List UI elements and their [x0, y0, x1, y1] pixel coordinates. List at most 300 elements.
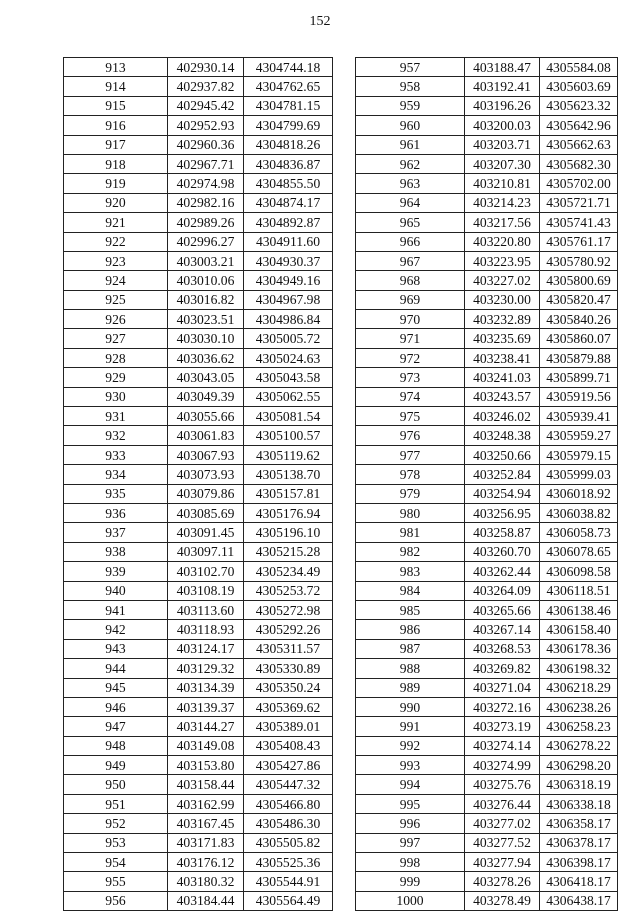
- y-coordinate-cell: 4306418.17: [540, 872, 618, 891]
- x-coordinate-cell: 403214.23: [465, 193, 540, 212]
- point-number-cell: 947: [64, 717, 168, 736]
- point-number-cell: 949: [64, 756, 168, 775]
- y-coordinate-cell: 4305447.32: [244, 775, 333, 794]
- x-coordinate-cell: 402937.82: [168, 77, 244, 96]
- y-coordinate-cell: 4304949.16: [244, 271, 333, 290]
- x-coordinate-cell: 403241.03: [465, 368, 540, 387]
- point-number-cell: 941: [64, 600, 168, 619]
- table-row: [64, 503, 333, 522]
- x-coordinate-cell: 403180.32: [168, 872, 244, 891]
- x-coordinate-cell: 402982.16: [168, 193, 244, 212]
- table-row: [356, 232, 618, 251]
- y-coordinate-cell: 4306298.20: [540, 756, 618, 775]
- point-number-cell: 930: [64, 387, 168, 406]
- point-number-cell: 935: [64, 484, 168, 503]
- y-coordinate-cell: 4305544.91: [244, 872, 333, 891]
- x-coordinate-cell: 403149.08: [168, 736, 244, 755]
- y-coordinate-cell: 4306358.17: [540, 814, 618, 833]
- y-coordinate-cell: 4305682.30: [540, 154, 618, 173]
- table-row: [356, 465, 618, 484]
- y-coordinate-cell: 4305408.43: [244, 736, 333, 755]
- table-row: [64, 174, 333, 193]
- point-number-cell: 991: [356, 717, 465, 736]
- table-row: [356, 154, 618, 173]
- y-coordinate-cell: 4305979.15: [540, 445, 618, 464]
- x-coordinate-cell: 403097.11: [168, 542, 244, 561]
- y-coordinate-cell: 4305119.62: [244, 445, 333, 464]
- table-row: [356, 853, 618, 872]
- point-number-cell: 931: [64, 407, 168, 426]
- table-row: [64, 135, 333, 154]
- point-number-cell: 976: [356, 426, 465, 445]
- y-coordinate-cell: 4305100.57: [244, 426, 333, 445]
- y-coordinate-cell: 4305840.26: [540, 310, 618, 329]
- point-number-cell: 946: [64, 697, 168, 716]
- x-coordinate-cell: 403113.60: [168, 600, 244, 619]
- table-row: [64, 678, 333, 697]
- table-row: [64, 833, 333, 852]
- point-number-cell: 914: [64, 77, 168, 96]
- table-row: [356, 116, 618, 135]
- y-coordinate-cell: 4306338.18: [540, 794, 618, 813]
- x-coordinate-cell: 403248.38: [465, 426, 540, 445]
- y-coordinate-cell: 4305389.01: [244, 717, 333, 736]
- point-number-cell: 959: [356, 96, 465, 115]
- point-number-cell: 918: [64, 154, 168, 173]
- x-coordinate-cell: 403232.89: [465, 310, 540, 329]
- point-number-cell: 996: [356, 814, 465, 833]
- table-row: [64, 445, 333, 464]
- table-row: [64, 814, 333, 833]
- y-coordinate-cell: 4305800.69: [540, 271, 618, 290]
- table-row: [356, 135, 618, 154]
- y-coordinate-cell: 4306098.58: [540, 562, 618, 581]
- table-row: [64, 154, 333, 173]
- point-number-cell: 981: [356, 523, 465, 542]
- x-coordinate-cell: 403108.19: [168, 581, 244, 600]
- x-coordinate-cell: 402974.98: [168, 174, 244, 193]
- y-coordinate-cell: 4305939.41: [540, 407, 618, 426]
- table-row: [356, 503, 618, 522]
- point-number-cell: 998: [356, 853, 465, 872]
- y-coordinate-cell: 4306058.73: [540, 523, 618, 542]
- point-number-cell: 980: [356, 503, 465, 522]
- point-number-cell: 978: [356, 465, 465, 484]
- point-number-cell: 952: [64, 814, 168, 833]
- table-row: [356, 833, 618, 852]
- x-coordinate-cell: 403274.99: [465, 756, 540, 775]
- point-number-cell: 983: [356, 562, 465, 581]
- point-number-cell: 944: [64, 659, 168, 678]
- point-number-cell: 992: [356, 736, 465, 755]
- table-row: [356, 290, 618, 309]
- table-row: [64, 232, 333, 251]
- x-coordinate-cell: 403262.44: [465, 562, 540, 581]
- table-row: [356, 697, 618, 716]
- x-coordinate-cell: 403153.80: [168, 756, 244, 775]
- table-row: [356, 271, 618, 290]
- point-number-cell: 990: [356, 697, 465, 716]
- table-row: [356, 251, 618, 270]
- table-row: [64, 581, 333, 600]
- y-coordinate-cell: 4305603.69: [540, 77, 618, 96]
- x-coordinate-cell: 403277.94: [465, 853, 540, 872]
- point-number-cell: 934: [64, 465, 168, 484]
- x-coordinate-cell: 403269.82: [465, 659, 540, 678]
- y-coordinate-cell: 4306218.29: [540, 678, 618, 697]
- table-row: [356, 620, 618, 639]
- table-row: [356, 387, 618, 406]
- point-number-cell: 958: [356, 77, 465, 96]
- x-coordinate-cell: 403085.69: [168, 503, 244, 522]
- point-number-cell: 982: [356, 542, 465, 561]
- table-row: [64, 853, 333, 872]
- table-row: [64, 600, 333, 619]
- table-row: [356, 581, 618, 600]
- table-row: [64, 271, 333, 290]
- y-coordinate-cell: 4305721.71: [540, 193, 618, 212]
- point-number-cell: 951: [64, 794, 168, 813]
- x-coordinate-cell: 403043.05: [168, 368, 244, 387]
- x-coordinate-cell: 403139.37: [168, 697, 244, 716]
- y-coordinate-cell: 4305043.58: [244, 368, 333, 387]
- table-row: [356, 678, 618, 697]
- y-coordinate-cell: 4305138.70: [244, 465, 333, 484]
- table-row: [64, 484, 333, 503]
- y-coordinate-cell: 4305879.88: [540, 348, 618, 367]
- x-coordinate-cell: 403235.69: [465, 329, 540, 348]
- table-row: [356, 368, 618, 387]
- x-coordinate-cell: 403023.51: [168, 310, 244, 329]
- y-coordinate-cell: 4306318.19: [540, 775, 618, 794]
- table-row: [356, 348, 618, 367]
- page-number: 152: [309, 14, 331, 29]
- point-number-cell: 925: [64, 290, 168, 309]
- y-coordinate-cell: 4305486.30: [244, 814, 333, 833]
- x-coordinate-cell: 403254.94: [465, 484, 540, 503]
- point-number-cell: 968: [356, 271, 465, 290]
- x-coordinate-cell: 403243.57: [465, 387, 540, 406]
- y-coordinate-cell: 4305899.71: [540, 368, 618, 387]
- y-coordinate-cell: 4305820.47: [540, 290, 618, 309]
- x-coordinate-cell: 403278.49: [465, 891, 540, 910]
- y-coordinate-cell: 4305369.62: [244, 697, 333, 716]
- point-number-cell: 988: [356, 659, 465, 678]
- x-coordinate-cell: 403167.45: [168, 814, 244, 833]
- y-coordinate-cell: 4305215.28: [244, 542, 333, 561]
- point-number-cell: 940: [64, 581, 168, 600]
- y-coordinate-cell: 4304892.87: [244, 213, 333, 232]
- table-row: [356, 77, 618, 96]
- y-coordinate-cell: 4306378.17: [540, 833, 618, 852]
- x-coordinate-cell: 403203.71: [465, 135, 540, 154]
- y-coordinate-cell: 4305623.32: [540, 96, 618, 115]
- x-coordinate-cell: 403144.27: [168, 717, 244, 736]
- point-number-cell: 979: [356, 484, 465, 503]
- point-number-cell: 964: [356, 193, 465, 212]
- y-coordinate-cell: 4305062.55: [244, 387, 333, 406]
- point-number-cell: 948: [64, 736, 168, 755]
- point-number-cell: 989: [356, 678, 465, 697]
- point-number-cell: 984: [356, 581, 465, 600]
- x-coordinate-cell: 403091.45: [168, 523, 244, 542]
- y-coordinate-cell: 4305761.17: [540, 232, 618, 251]
- table-row: [356, 794, 618, 813]
- x-coordinate-cell: 403252.84: [465, 465, 540, 484]
- x-coordinate-cell: 403196.26: [465, 96, 540, 115]
- table-row: [356, 96, 618, 115]
- x-coordinate-cell: 403073.93: [168, 465, 244, 484]
- point-number-cell: 928: [64, 348, 168, 367]
- y-coordinate-cell: 4304874.17: [244, 193, 333, 212]
- point-number-cell: 972: [356, 348, 465, 367]
- table-row: [64, 891, 333, 910]
- point-number-cell: 956: [64, 891, 168, 910]
- x-coordinate-cell: 403016.82: [168, 290, 244, 309]
- y-coordinate-cell: 4304855.50: [244, 174, 333, 193]
- table-row: [356, 814, 618, 833]
- table-row: [64, 756, 333, 775]
- point-number-cell: 987: [356, 639, 465, 658]
- x-coordinate-cell: 403277.02: [465, 814, 540, 833]
- table-row: [64, 426, 333, 445]
- y-coordinate-cell: 4305176.94: [244, 503, 333, 522]
- table-row: [356, 756, 618, 775]
- x-coordinate-cell: 403049.39: [168, 387, 244, 406]
- point-number-cell: 973: [356, 368, 465, 387]
- x-coordinate-cell: 403273.19: [465, 717, 540, 736]
- x-coordinate-cell: 403275.76: [465, 775, 540, 794]
- table-row: [356, 639, 618, 658]
- table-row: [356, 891, 618, 910]
- y-coordinate-cell: 4304818.26: [244, 135, 333, 154]
- table-row: [64, 193, 333, 212]
- table-row: [64, 717, 333, 736]
- x-coordinate-cell: 403272.16: [465, 697, 540, 716]
- point-number-cell: 950: [64, 775, 168, 794]
- table-row: [64, 620, 333, 639]
- x-coordinate-cell: 403192.41: [465, 77, 540, 96]
- y-coordinate-cell: 4305157.81: [244, 484, 333, 503]
- y-coordinate-cell: 4306438.17: [540, 891, 618, 910]
- table-row: [356, 600, 618, 619]
- table-row: [356, 174, 618, 193]
- x-coordinate-cell: 403265.66: [465, 600, 540, 619]
- point-number-cell: 963: [356, 174, 465, 193]
- table-row: [64, 697, 333, 716]
- y-coordinate-cell: 4305741.43: [540, 213, 618, 232]
- y-coordinate-cell: 4305081.54: [244, 407, 333, 426]
- y-coordinate-cell: 4305272.98: [244, 600, 333, 619]
- point-number-cell: 985: [356, 600, 465, 619]
- table-row: [64, 329, 333, 348]
- point-number-cell: 986: [356, 620, 465, 639]
- x-coordinate-cell: 403118.93: [168, 620, 244, 639]
- x-coordinate-cell: 403227.02: [465, 271, 540, 290]
- table-row: [64, 116, 333, 135]
- table-row: [64, 659, 333, 678]
- x-coordinate-cell: 403036.62: [168, 348, 244, 367]
- table-row: [64, 77, 333, 96]
- y-coordinate-cell: 4305234.49: [244, 562, 333, 581]
- x-coordinate-cell: 403268.53: [465, 639, 540, 658]
- coordinates-table-right: [355, 57, 618, 911]
- point-number-cell: 917: [64, 135, 168, 154]
- y-coordinate-cell: 4306238.26: [540, 697, 618, 716]
- point-number-cell: 999: [356, 872, 465, 891]
- point-number-cell: 933: [64, 445, 168, 464]
- x-coordinate-cell: 403030.10: [168, 329, 244, 348]
- x-coordinate-cell: 403256.95: [465, 503, 540, 522]
- table-row: [356, 310, 618, 329]
- y-coordinate-cell: 4306178.36: [540, 639, 618, 658]
- x-coordinate-cell: 403158.44: [168, 775, 244, 794]
- table-row: [356, 872, 618, 891]
- point-number-cell: 937: [64, 523, 168, 542]
- x-coordinate-cell: 403210.81: [465, 174, 540, 193]
- y-coordinate-cell: 4304967.98: [244, 290, 333, 309]
- y-coordinate-cell: 4305466.80: [244, 794, 333, 813]
- x-coordinate-cell: 402996.27: [168, 232, 244, 251]
- y-coordinate-cell: 4304986.84: [244, 310, 333, 329]
- x-coordinate-cell: 403079.86: [168, 484, 244, 503]
- table-row: [356, 542, 618, 561]
- y-coordinate-cell: 4304762.65: [244, 77, 333, 96]
- y-coordinate-cell: 4305780.92: [540, 251, 618, 270]
- y-coordinate-cell: 4306398.17: [540, 853, 618, 872]
- y-coordinate-cell: 4304930.37: [244, 251, 333, 270]
- table-row: [356, 426, 618, 445]
- table-row: [356, 736, 618, 755]
- x-coordinate-cell: 403274.14: [465, 736, 540, 755]
- point-number-cell: 960: [356, 116, 465, 135]
- table-row: [356, 58, 618, 77]
- y-coordinate-cell: 4305292.26: [244, 620, 333, 639]
- table-row: [356, 523, 618, 542]
- x-coordinate-cell: 403055.66: [168, 407, 244, 426]
- x-coordinate-cell: 403200.03: [465, 116, 540, 135]
- table-row: [356, 484, 618, 503]
- x-coordinate-cell: 403267.14: [465, 620, 540, 639]
- y-coordinate-cell: 4304781.15: [244, 96, 333, 115]
- point-number-cell: 974: [356, 387, 465, 406]
- coordinates-table-left: [63, 57, 333, 911]
- y-coordinate-cell: 4306258.23: [540, 717, 618, 736]
- table-row: [64, 368, 333, 387]
- y-coordinate-cell: 4305196.10: [244, 523, 333, 542]
- y-coordinate-cell: 4305427.86: [244, 756, 333, 775]
- table-row: [64, 465, 333, 484]
- y-coordinate-cell: 4305702.00: [540, 174, 618, 193]
- table-row: [356, 717, 618, 736]
- table-row: [356, 329, 618, 348]
- point-number-cell: 965: [356, 213, 465, 232]
- point-number-cell: 993: [356, 756, 465, 775]
- point-number-cell: 916: [64, 116, 168, 135]
- x-coordinate-cell: 403003.21: [168, 251, 244, 270]
- y-coordinate-cell: 4305005.72: [244, 329, 333, 348]
- point-number-cell: 962: [356, 154, 465, 173]
- table-row: [64, 58, 333, 77]
- x-coordinate-cell: 402945.42: [168, 96, 244, 115]
- x-coordinate-cell: 403258.87: [465, 523, 540, 542]
- y-coordinate-cell: 4304836.87: [244, 154, 333, 173]
- y-coordinate-cell: 4306198.32: [540, 659, 618, 678]
- x-coordinate-cell: 403134.39: [168, 678, 244, 697]
- point-number-cell: 943: [64, 639, 168, 658]
- x-coordinate-cell: 402989.26: [168, 213, 244, 232]
- point-number-cell: 932: [64, 426, 168, 445]
- x-coordinate-cell: 402930.14: [168, 58, 244, 77]
- x-coordinate-cell: 402967.71: [168, 154, 244, 173]
- point-number-cell: 923: [64, 251, 168, 270]
- y-coordinate-cell: 4305350.24: [244, 678, 333, 697]
- y-coordinate-cell: 4306078.65: [540, 542, 618, 561]
- point-number-cell: 938: [64, 542, 168, 561]
- point-number-cell: 921: [64, 213, 168, 232]
- table-row: [64, 407, 333, 426]
- point-number-cell: 970: [356, 310, 465, 329]
- y-coordinate-cell: 4305642.96: [540, 116, 618, 135]
- x-coordinate-cell: 403124.17: [168, 639, 244, 658]
- x-coordinate-cell: 403277.52: [465, 833, 540, 852]
- x-coordinate-cell: 403238.41: [465, 348, 540, 367]
- x-coordinate-cell: 403162.99: [168, 794, 244, 813]
- table-row: [64, 290, 333, 309]
- point-number-cell: 975: [356, 407, 465, 426]
- table-row: [64, 310, 333, 329]
- y-coordinate-cell: 4306118.51: [540, 581, 618, 600]
- y-coordinate-cell: 4305024.63: [244, 348, 333, 367]
- table-row: [64, 348, 333, 367]
- point-number-cell: 920: [64, 193, 168, 212]
- x-coordinate-cell: 403010.06: [168, 271, 244, 290]
- table-row: [64, 872, 333, 891]
- y-coordinate-cell: 4305919.56: [540, 387, 618, 406]
- point-number-cell: 969: [356, 290, 465, 309]
- x-coordinate-cell: 403230.00: [465, 290, 540, 309]
- x-coordinate-cell: 403207.30: [465, 154, 540, 173]
- point-number-cell: 924: [64, 271, 168, 290]
- x-coordinate-cell: 403061.83: [168, 426, 244, 445]
- y-coordinate-cell: 4305860.07: [540, 329, 618, 348]
- x-coordinate-cell: 403102.70: [168, 562, 244, 581]
- point-number-cell: 913: [64, 58, 168, 77]
- point-number-cell: 997: [356, 833, 465, 852]
- table-row: [64, 775, 333, 794]
- table-row: [356, 659, 618, 678]
- x-coordinate-cell: 403188.47: [465, 58, 540, 77]
- point-number-cell: 1000: [356, 891, 465, 910]
- point-number-cell: 953: [64, 833, 168, 852]
- x-coordinate-cell: 403067.93: [168, 445, 244, 464]
- y-coordinate-cell: 4305999.03: [540, 465, 618, 484]
- y-coordinate-cell: 4305564.49: [244, 891, 333, 910]
- x-coordinate-cell: 403276.44: [465, 794, 540, 813]
- point-number-cell: 929: [64, 368, 168, 387]
- point-number-cell: 977: [356, 445, 465, 464]
- table-row: [64, 562, 333, 581]
- y-coordinate-cell: 4304799.69: [244, 116, 333, 135]
- y-coordinate-cell: 4306158.40: [540, 620, 618, 639]
- y-coordinate-cell: 4304744.18: [244, 58, 333, 77]
- table-row: [356, 213, 618, 232]
- x-coordinate-cell: 403217.56: [465, 213, 540, 232]
- point-number-cell: 954: [64, 853, 168, 872]
- table-row: [64, 523, 333, 542]
- point-number-cell: 994: [356, 775, 465, 794]
- x-coordinate-cell: 403278.26: [465, 872, 540, 891]
